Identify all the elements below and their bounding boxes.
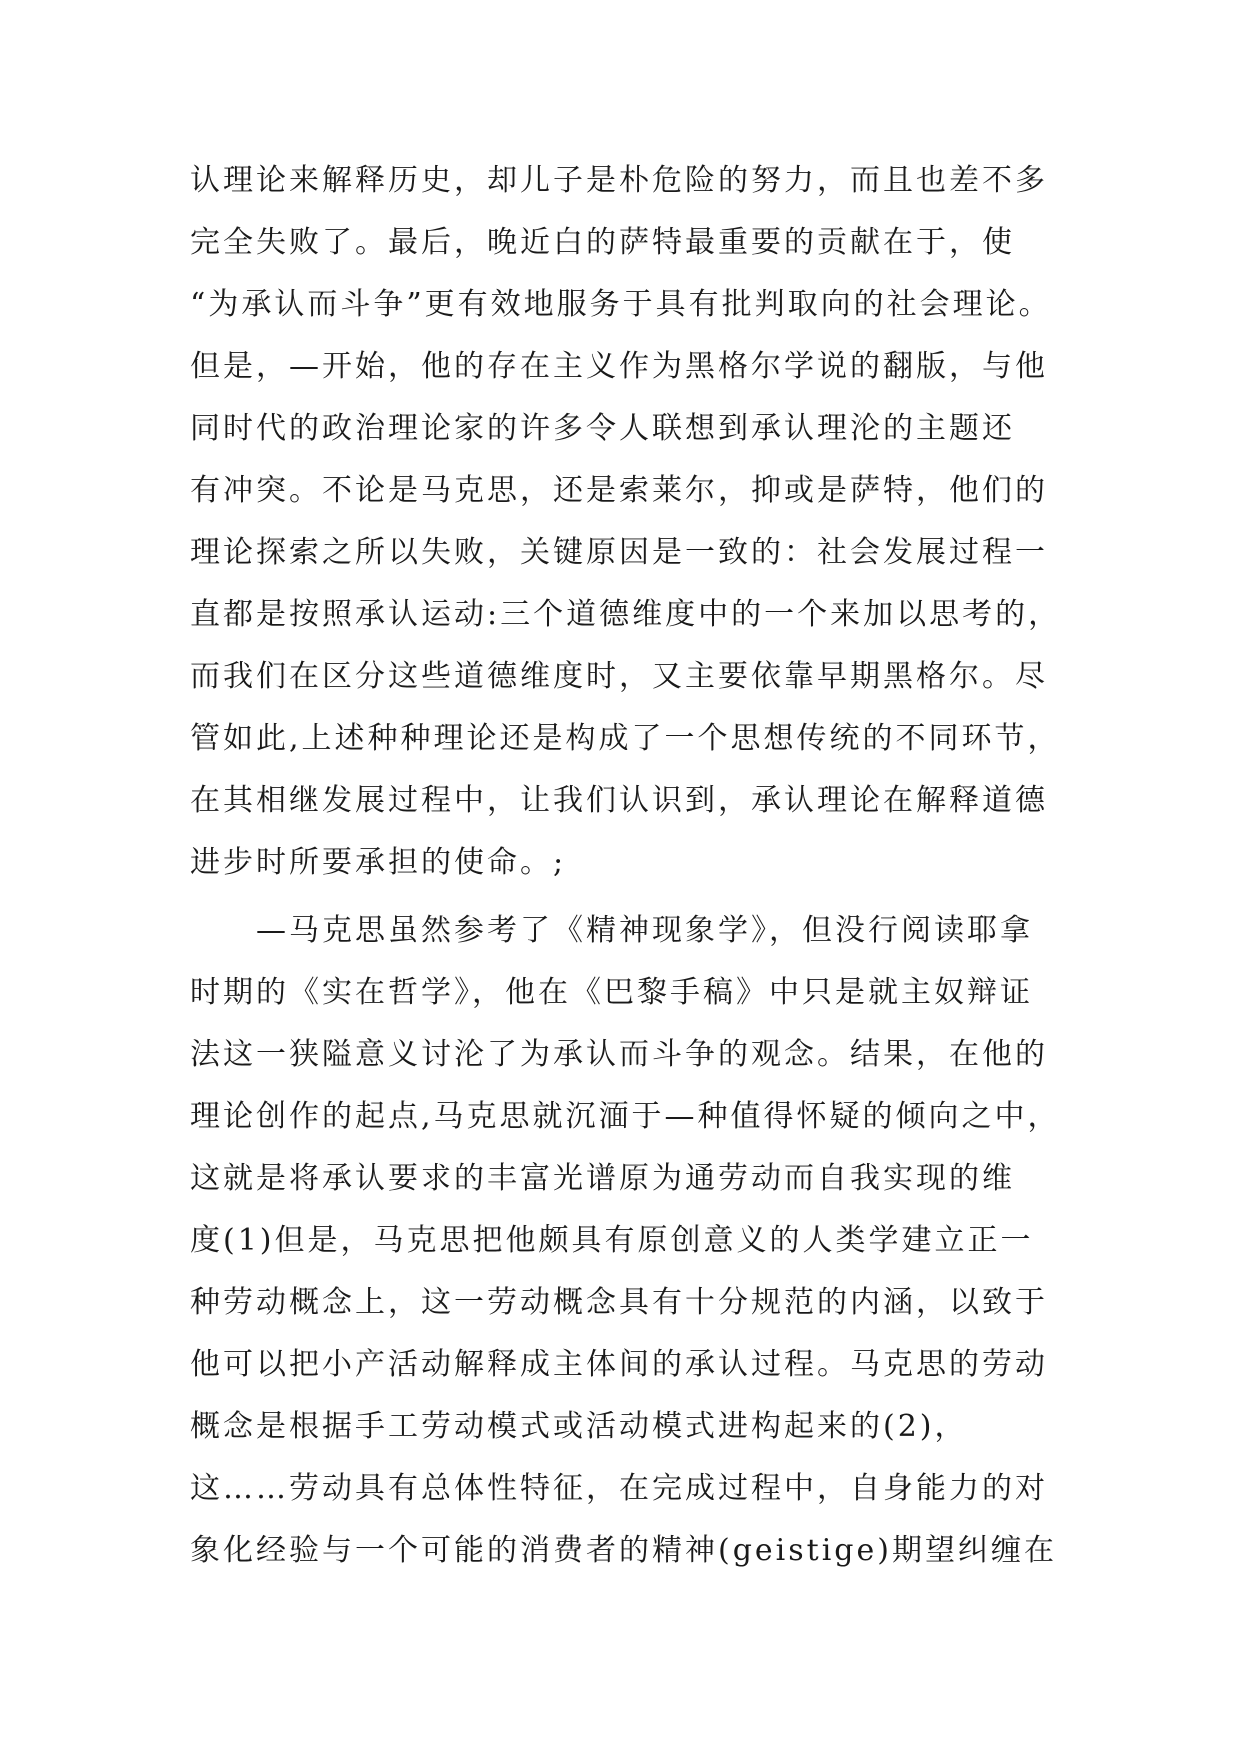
text-line: 理论探索之所以失败，关键原因是一致的：社会发展过程一 bbox=[190, 535, 1048, 570]
text-line: 管如此,上述种种理论还是构成了一个思想传统的不同环节， bbox=[190, 721, 1061, 756]
text-line: 象化经验与一个可能的消费者的精神(geistige)期望纠缠在 bbox=[190, 1533, 1057, 1568]
text-line: 完全失败了。最后，晚近白的萨特最重要的贡献在于，使 bbox=[190, 225, 1015, 260]
text-line: 他可以把小产活动解释成主体间的承认过程。马克思的劳动 bbox=[190, 1347, 1048, 1382]
text-line: 概念是根据手工劳动模式或活动模式进构起来的(2)， bbox=[190, 1409, 968, 1444]
paragraph-1 bbox=[190, 150, 1090, 894]
text-line: 认理论来解释历史，却儿子是朴危险的努力，而且也差不多 bbox=[190, 163, 1048, 198]
text-line: 进步时所要承担的使命。; bbox=[190, 845, 567, 880]
text-line: “为承认而斗争”更有效地服务于具有批判取向的社会理论。 bbox=[190, 287, 1052, 322]
text-line: 在其相继发展过程中，让我们认识到，承认理论在解释道德 bbox=[190, 783, 1048, 818]
text-line: 这……劳动具有总体性特征，在完成过程中，自身能力的对 bbox=[190, 1471, 1048, 1506]
text-line: 这就是将承认要求的丰富光谱原为通劳动而自我实现的维 bbox=[190, 1161, 1015, 1196]
text-line: 而我们在区分这些道德维度时，又主要依靠早期黑格尔。尽 bbox=[190, 659, 1048, 694]
text-line: 度(1)但是，马克思把他颇具有原创意义的人类学建立正一 bbox=[190, 1223, 1034, 1258]
text-line: 时期的《实在哲学》，他在《巴黎手稿》中只是就主奴辩证 bbox=[190, 975, 1033, 1010]
paragraph-2 bbox=[190, 900, 1090, 1582]
text-line: 种劳动概念上，这一劳动概念具有十分规范的内涵，以致于 bbox=[190, 1285, 1048, 1320]
text-line: 直都是按照承认运动:三个道德维度中的一个来加以思考的， bbox=[190, 597, 1062, 632]
text-line: —马克思虽然参考了《精神现象学》，但没行阅读耶拿 bbox=[190, 913, 1033, 948]
text-line: 同时代的政治理论家的许多令人联想到承认理沦的主题还 bbox=[190, 411, 1015, 446]
text-line: 法这一狭隘意义讨沦了为承认而斗争的观念。结果，在他的 bbox=[190, 1037, 1048, 1072]
text-line: 但是，—开始，他的存在主义作为黑格尔学说的翻版，与他 bbox=[190, 349, 1048, 384]
text-line: 理论创作的起点,马克思就沉湎于—种值得怀疑的倾向之中， bbox=[190, 1099, 1061, 1134]
text-line: 有冲突。不论是马克思，还是索莱尔，抑或是萨特，他们的 bbox=[190, 473, 1048, 508]
